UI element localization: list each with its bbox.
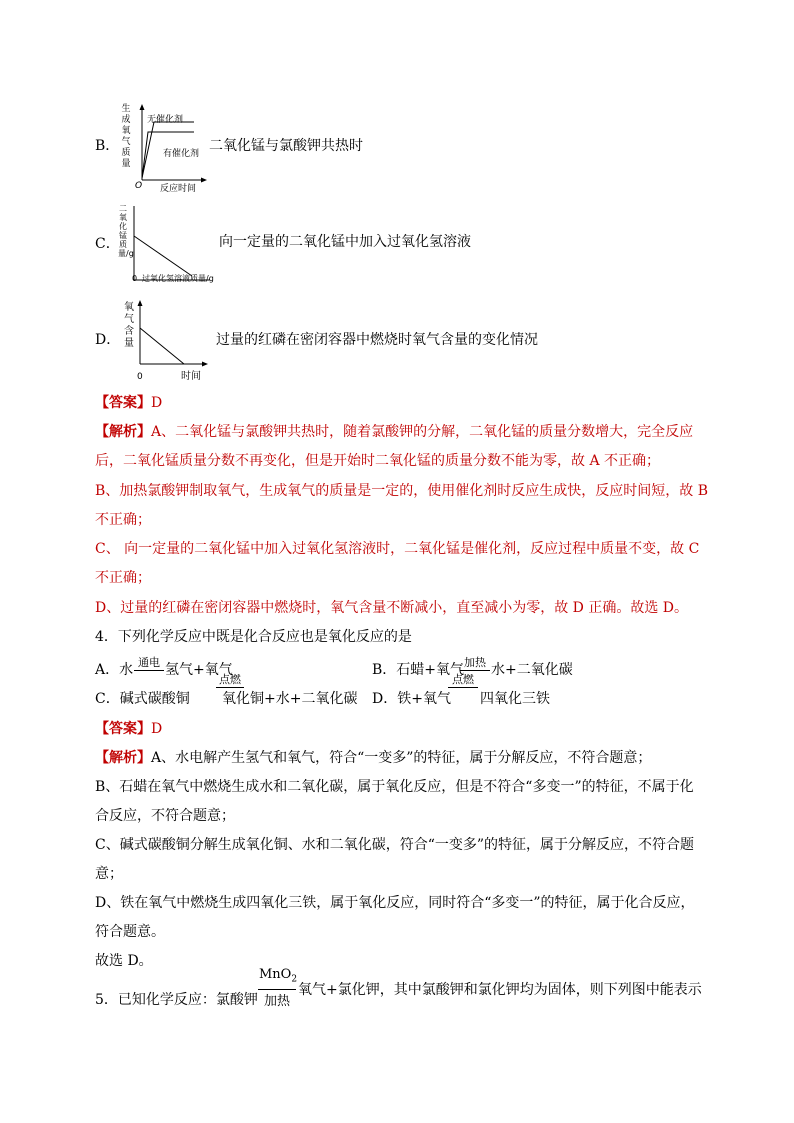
q4-a-condition: 通电	[138, 656, 160, 669]
answer-tag: 【答案】	[95, 395, 151, 411]
graph-d-ylabel: 氧气含量	[124, 302, 134, 349]
reaction-arrow	[460, 670, 490, 671]
option-c-text: 向一定量的二氧化锰中加入过氧化氢溶液	[219, 234, 471, 250]
analysis-line: 符合题意。	[95, 924, 165, 940]
option-b-text: 二氧化锰与氯酸钾共热时	[209, 138, 363, 154]
analysis-line: B、加热氯酸钾制取氧气，生成氧气的质量是一定的，使用催化剂时反应生成快，反应时间短，故 B	[95, 483, 709, 499]
q4-c-condition: 点燃	[219, 673, 241, 686]
answer-value: D	[151, 395, 163, 411]
option-d-text: 过量的红磷在密闭容器中燃烧时氧气含量的变化情况	[216, 332, 538, 348]
analysis-line: A、水电解产生氢气和氧气，符合“一变多”的特征，属于分解反应，不符合题意；	[151, 750, 652, 766]
q4-a-pre: A．水	[95, 662, 134, 678]
analysis-line: C、碱式碳酸铜分解生成氧化铜、水和二氧化碳，符合“一变多”的特征，属于分解反应，不符合题	[95, 837, 695, 853]
reaction-arrow	[448, 687, 478, 688]
analysis-line: 意；	[95, 866, 123, 882]
q5-condition-bottom: 加热	[263, 994, 290, 1009]
q4-b-condition: 加热	[464, 656, 486, 669]
analysis-line: D、铁在氧气中燃烧生成四氧化三铁，属于氧化反应，同时符合“多变一”的特征，属于化合反应，	[95, 895, 695, 911]
graph-b-curve1: 无催化剂	[147, 115, 184, 125]
q4-b-post: 水+二氧化碳	[491, 662, 573, 678]
analysis-line: A、二氧化锰与氯酸钾共热时，随着氯酸钾的分解，二氧化锰的质量分数增大，完全反应	[151, 424, 694, 440]
graph-c-xlabel: 过氧化氢溶液质量/g	[142, 274, 214, 283]
graph-c-ylabel: 二氧化锰质量/g	[118, 204, 134, 258]
q5-catalyst: MnO	[259, 967, 292, 982]
question-4-stem: 4．下列化学反应中既是化合反应也是氧化反应的是	[95, 629, 412, 645]
q5-catalyst-sub: 2	[291, 974, 298, 985]
q4-answer	[95, 720, 162, 738]
q4-c-post: 氧化铜+水+二氧化碳	[222, 691, 358, 707]
analysis-tag: 【解析】	[95, 750, 151, 766]
reaction-arrow	[258, 989, 296, 990]
option-d-letter: D．	[95, 332, 121, 348]
graph-b-ylabel: 生成氧气质量	[121, 104, 131, 169]
analysis-line: D、过量的红磷在密闭容器中燃烧时，氧气含量不断减小，直至减小为零，故 D 正确。故选 D。	[95, 600, 689, 616]
graph-d-origin: 0	[137, 372, 143, 382]
graph-b-origin: O	[135, 181, 143, 191]
q3-answer	[95, 394, 162, 412]
option-b-letter: B．	[95, 138, 120, 154]
graph-b-xlabel: 反应时间	[160, 184, 197, 194]
analysis-line: C、 向一定量的二氧化锰中加入过氧化氢溶液时，二氧化锰是催化剂，反应过程中质量不变，故 C	[95, 541, 700, 557]
graph-c-origin: 0	[132, 274, 138, 283]
q4-c-pre: C．碱式碳酸铜	[95, 691, 190, 707]
q5-post: 氧气+氯化钾，其中氯酸钾和氯化钾均为固体，则下列图中能表示	[298, 982, 702, 998]
q4-d-pre: D．铁+氧气	[372, 691, 451, 707]
analysis-tag: 【解析】	[95, 424, 151, 440]
graph-b-curve2: 有催化剂	[163, 149, 200, 159]
answer-tag: 【答案】	[95, 721, 151, 737]
analysis-line: 故选 D。	[95, 953, 153, 969]
q4-b-pre: B．石蜡+氧气	[372, 662, 465, 678]
reaction-arrow	[134, 670, 164, 671]
q4-d-condition: 点燃	[452, 673, 474, 686]
analysis-line: 不正确；	[95, 570, 151, 586]
answer-value: D	[151, 721, 163, 737]
q4-d-post: 四氧化三铁	[480, 691, 550, 707]
q5-pre: 5．已知化学反应：氯酸钾	[95, 992, 258, 1008]
analysis-line: B、石蜡在氧气中燃烧生成水和二氧化碳，属于氧化反应，但是不符合“多变一”的特征，不属于化	[95, 779, 694, 795]
analysis-line: 合反应，不符合题意；	[95, 808, 235, 824]
analysis-line: 后，二氧化锰质量分数不再变化，但是开始时二氧化锰的质量分数不能为零，故 A 不正确；	[95, 453, 661, 469]
q4-a-post: 氢气+氧气	[165, 662, 233, 678]
analysis-line: 不正确；	[95, 512, 151, 528]
option-c-letter: C．	[95, 236, 120, 252]
q5-condition-top	[259, 967, 298, 988]
graph-d-xlabel: 时间	[181, 371, 201, 382]
reaction-arrow	[216, 687, 244, 688]
